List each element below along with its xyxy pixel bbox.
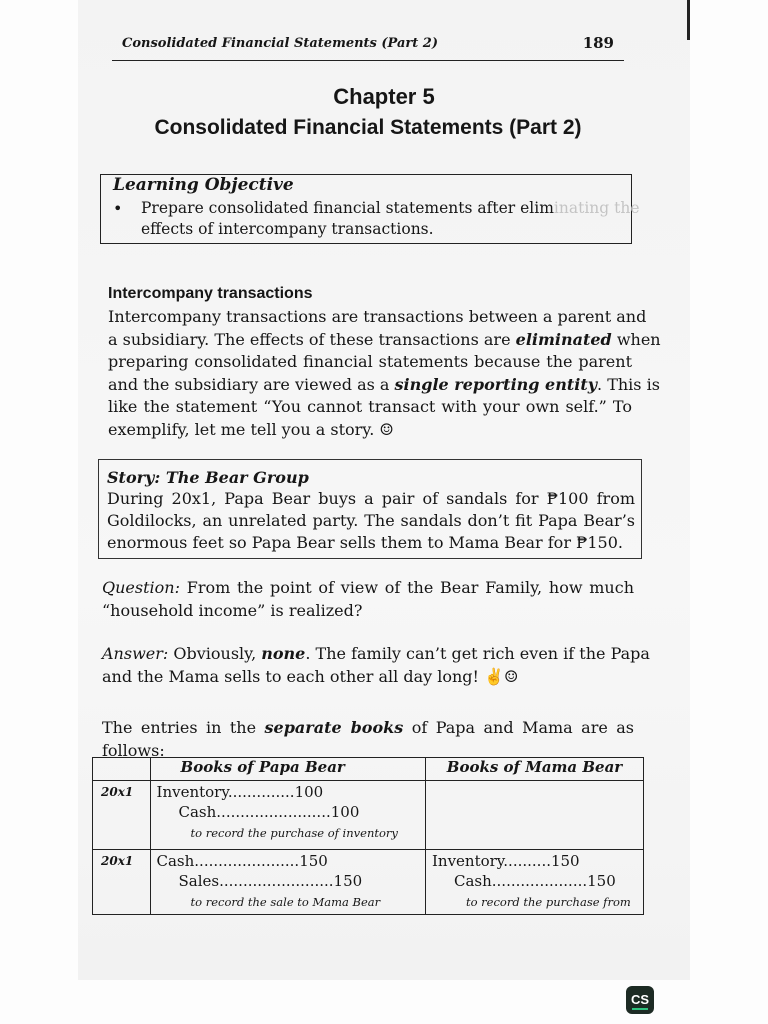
story-heading: Story: The Bear Group — [107, 468, 309, 487]
paragraph-line: exemplify, let me tell you a story. ☺ — [108, 419, 394, 439]
camscanner-logo-icon: CS — [626, 986, 654, 1014]
paragraph-line: and the subsidiary are viewed as a single reporting entity. This is — [108, 374, 660, 394]
entry-debit: Cash......................150 — [156, 852, 328, 870]
table-row — [93, 781, 644, 850]
story-body — [107, 488, 635, 554]
entry-credit: Cash....................150 — [453, 872, 616, 890]
story-line: During 20x1, Papa Bear buys a pair of sandals for ₱100 from — [107, 489, 635, 508]
answer-block — [102, 642, 650, 688]
entries-line-1: The entries in the separate books of Papa and Mama are as — [102, 718, 635, 737]
table-header-papa: Books of Papa Bear — [150, 758, 425, 781]
table-year-cell: 20x1 — [93, 781, 151, 850]
table-header-empty — [93, 758, 151, 781]
table-mama-cell — [425, 850, 643, 915]
running-head-title: Consolidated Financial Statements (Part 2) — [122, 36, 438, 51]
entry-credit: Cash........................100 — [178, 803, 360, 821]
chapter-label: Chapter 5 — [333, 84, 435, 109]
learning-objective-box — [100, 174, 640, 244]
table-header-row — [93, 758, 644, 781]
question-label: Question: — [102, 578, 180, 597]
learning-objective-line-1: Prepare consolidated financial statements after eliminating the — [141, 199, 640, 217]
question-line-1: Question: From the point of view of the Bear Family, how much — [102, 578, 634, 597]
answer-line-2: and the Mama sells to each other all day long! ✌☺ — [102, 667, 519, 686]
paragraph-line: like the statement “You cannot transact with your own self.” To — [108, 397, 632, 416]
page-number: 189 — [582, 34, 614, 52]
learning-objective-line-2: effects of intercompany transactions. — [141, 220, 434, 238]
table-papa-cell — [150, 781, 425, 850]
journal-entries-table — [92, 757, 644, 915]
entry-credit: Sales........................150 — [178, 872, 363, 890]
entry-note: to record the sale to Mama Bear — [190, 895, 381, 909]
entries-line-2: follows: — [102, 741, 165, 760]
table-header-mama: Books of Mama Bear — [425, 758, 643, 781]
story-box — [98, 459, 642, 559]
table-row — [93, 850, 644, 915]
story-line: enormous feet so Papa Bear sells them to Mama Bear for ₱150. — [107, 533, 623, 552]
entry-debit: Inventory..........150 — [431, 852, 580, 870]
answer-label: Answer: — [102, 644, 169, 663]
table-mama-cell — [425, 781, 643, 850]
question-block — [102, 576, 634, 622]
table-year-cell: 20x1 — [93, 850, 151, 915]
learning-objective-heading: Learning Objective — [113, 175, 294, 195]
table-papa-cell — [150, 850, 425, 915]
entry-note: to record the purchase from — [465, 895, 631, 909]
entry-debit: Inventory..............100 — [156, 783, 324, 801]
section-heading: Intercompany transactions — [108, 285, 313, 302]
story-line: Goldilocks, an unrelated party. The sandals don’t fit Papa Bear’s — [107, 511, 635, 530]
question-line-2: “household income” is realized? — [102, 601, 363, 620]
paragraph-line: preparing consolidated financial statements because the parent — [108, 352, 632, 371]
entry-note: to record the purchase of inventory — [190, 826, 398, 840]
paragraph-line: Intercompany transactions are transactions between a parent and — [108, 307, 647, 326]
answer-line-1: Answer: Obviously, none. The family can’t get rich even if the Papa — [102, 644, 650, 663]
intercompany-paragraph — [108, 306, 661, 441]
entries-intro — [102, 716, 634, 762]
running-head — [112, 36, 624, 61]
paragraph-line: a subsidiary. The effects of these transactions are eliminated when — [108, 329, 661, 349]
chapter-title: Consolidated Financial Statements (Part 2) — [154, 116, 582, 139]
bullet-icon: • — [113, 199, 123, 218]
